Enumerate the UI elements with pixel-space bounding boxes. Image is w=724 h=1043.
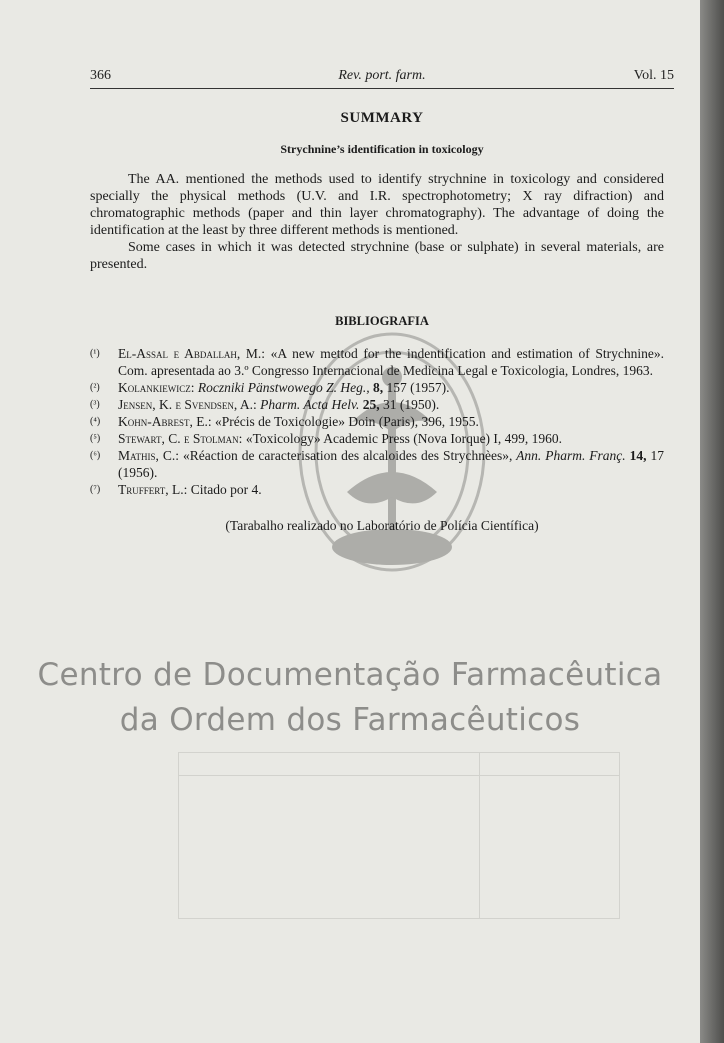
show-through-table (178, 752, 620, 919)
journal-name: Rev. port. farm. (338, 68, 426, 83)
reference-item (90, 379, 664, 396)
reference-number: (²) (90, 382, 100, 393)
volume-number: Vol. 15 (633, 68, 674, 83)
reference-text: «Réaction de caracterisation des alcaloides des Strychnèes», (179, 448, 513, 463)
summary-paragraph: Some cases in which it was detected strychnine (base or sulphate) in several materials, are presented. (90, 240, 664, 272)
reference-text: «A new mettod for the indentification and estimation of Strychnine». Com. apresentada ao 3.º Congresso Internacional de Medicina Legal e Toxicologia, Londres, 1963. (118, 346, 665, 378)
reference-journal: Roczniki Pänstwowego Z. Heg., (194, 380, 370, 395)
reference-volume: 14, (625, 448, 647, 463)
watermark-line-1: Centro de Documentação Farmacêutica (37, 657, 663, 693)
page-number: 366 (90, 68, 111, 83)
reference-number: (¹) (90, 348, 100, 359)
reference-author: Kohn-Abrest, E.: (118, 414, 212, 429)
reference-author: El-Assal e Abdallah, M.: (118, 346, 266, 361)
reference-number: (⁶) (90, 450, 101, 461)
watermark-line-2: da Ordem dos Farmacêuticos (119, 702, 581, 738)
reference-author: Mathis, C.: (118, 448, 179, 463)
reference-author: Truffert, L.: (118, 482, 188, 497)
show-through-text-bottom (86, 930, 676, 948)
show-through-table-header (179, 753, 619, 776)
reference-volume: 8, (369, 380, 384, 395)
reference-number: (⁵) (90, 433, 101, 444)
summary-paragraph: The AA. mentioned the methods used to identify strychnine in toxicology and considered specially the physical methods (U.V. and I.R. spectrophotometry; X ray difraction) and chromatographic methods (paper and thin layer chromatography). The advantage of doing the identification at the least by three different methods is mentioned. (90, 172, 664, 238)
page-binding-edge (700, 0, 724, 1043)
reference-volume: 25, (359, 397, 380, 412)
reference-number: (⁴) (90, 416, 101, 427)
reference-item (90, 430, 664, 447)
reference-item (90, 396, 664, 413)
reference-text: «Précis de Toxicologie» Doin (Paris), 396, 1955. (211, 414, 479, 429)
reference-text: 157 (1957). (383, 380, 450, 395)
reference-journal: Pharm. Acta Helv. (256, 397, 360, 412)
reference-author: Stewart, C. e Stolman: (118, 431, 243, 446)
reference-text: 17 (1956). (118, 448, 665, 480)
reference-journal: Ann. Pharm. Franç. (512, 448, 626, 463)
bibliography-title: BIBLIOGRAFIA (335, 314, 429, 328)
reference-text: 31 (1950). (379, 397, 440, 412)
show-through-table-divider (479, 753, 480, 918)
reference-item (90, 447, 664, 481)
reference-text: «Toxicology» Academic Press (Nova Iorque) I, 499, 1960. (242, 431, 563, 446)
summary-title: SUMMARY (340, 110, 424, 126)
reference-item (90, 481, 664, 498)
work-credit-note: (Tarabalho realizado no Laboratório de Polícia Científica) (225, 518, 539, 533)
reference-list (90, 345, 664, 498)
reference-author: Kolankiewicz: (118, 380, 195, 395)
show-through-text-middle (86, 528, 676, 546)
header-rule (90, 88, 674, 89)
reference-number: (⁷) (90, 484, 101, 495)
summary-body (90, 171, 664, 273)
reference-author: Jensen, K. e Svendsen, A.: (118, 397, 257, 412)
summary-subtitle: Strychnine’s identification in toxicology (280, 142, 484, 156)
reference-item (90, 413, 664, 430)
reference-number: (³) (90, 399, 100, 410)
reference-text: Citado por 4. (187, 482, 262, 497)
reference-item (90, 345, 664, 379)
running-header (90, 68, 674, 86)
